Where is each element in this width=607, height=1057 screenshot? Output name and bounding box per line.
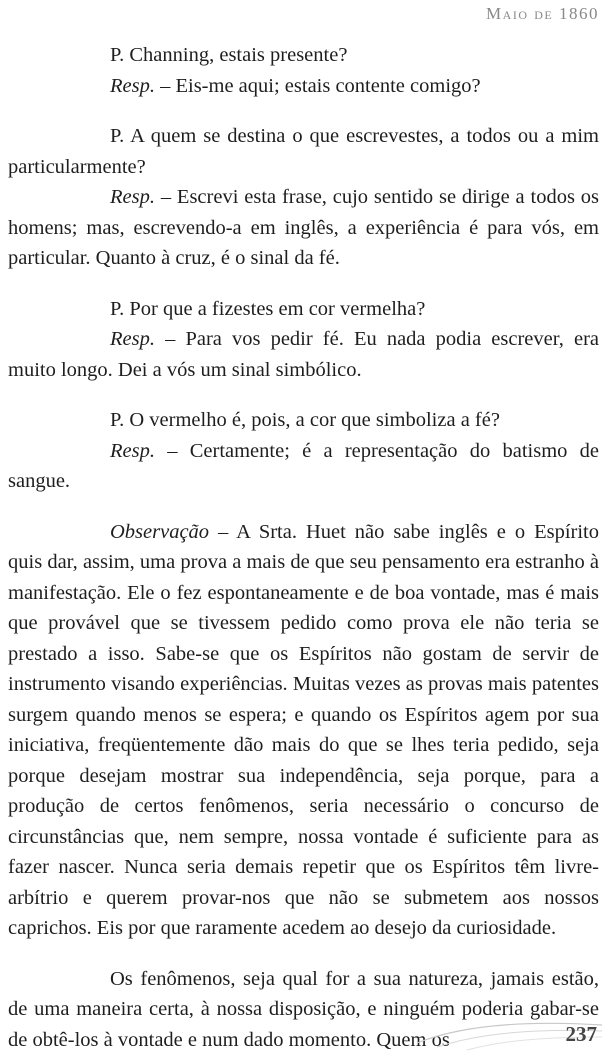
answer-2 [8, 182, 599, 274]
observation-paragraph [8, 517, 599, 944]
question-1: P. Channing, estais presente? [110, 44, 348, 66]
answer-text: – Certamente; é a representação do batismo de sangue. [8, 439, 599, 492]
question-3: P. Por que a fizestes em cor vermelha? [110, 297, 426, 320]
answer-label: Resp. [110, 439, 155, 462]
page-body [8, 40, 599, 1055]
answer-label: Resp. [110, 74, 155, 97]
running-header: Maio de 1860 [486, 4, 599, 23]
answer-label: Resp. [110, 186, 155, 208]
answer-4 [8, 436, 599, 497]
page-number: 237 [565, 1022, 597, 1046]
observation-text: – A Srta. Huet não sabe inglês e o Espírito quis dar, assim, uma prova a mais de que seu pensamento era estranho à manifestação. Ele o fez espontaneamente e de boa vontade, mas é mais que provável que se tivessem pedido como prova ele não teria se prestado a isso. Sabe-se que os Espíritos não gostam de servir de instrumento visando experiências. Muitas vezes as provas mais patentes surgem quando menos se espera; e quando os Espíritos agem por sua iniciativa, freqüentemente dão mais do que se lhes teria pedido, seja porque desejam mostrar sua independência, seja porque, para a produção de certos fenômenos, seria necessário o concurso de circunstâncias que, nem sempre, nossa vontade é suficiente para as fazer nascer. Nunca seria demais repetir que os Espíritos têm livre-arbítrio e querem provar-nos que não se submetem aos nossos caprichos. Eis por que raramente acedem ao desejo da curiosidade. [8, 520, 599, 939]
observation-label: Observação [110, 520, 210, 543]
answer-1 [8, 71, 599, 102]
answer-3 [8, 324, 599, 385]
answer-label: Resp. [110, 328, 155, 350]
answer-text: – Para vos pedir fé. Eu nada podia escrever, era muito longo. Dei a vós um sinal simbólico. [8, 328, 599, 381]
final-paragraph: Os fenômenos, seja qual for a sua natureza, jamais estão, de uma maneira certa, à nossa disposição, e ninguém poderia gabar-se de obtê-los à vontade e num dado momento. Quem os [8, 967, 599, 1051]
question-2: P. A quem se destina o que escrevestes, a todos ou a mim particularmente? [8, 125, 599, 178]
answer-text: – Escrevi esta frase, cujo sentido se dirige a todos os homens; mas, escrevendo-a em inglês, a experiência é para vós, em particular. Quanto à cruz, é o sinal da fé. [8, 186, 599, 269]
answer-text: – Eis-me aqui; estais contente comigo? [154, 74, 481, 97]
question-4: P. O vermelho é, pois, a cor que simboliza a fé? [110, 409, 500, 431]
